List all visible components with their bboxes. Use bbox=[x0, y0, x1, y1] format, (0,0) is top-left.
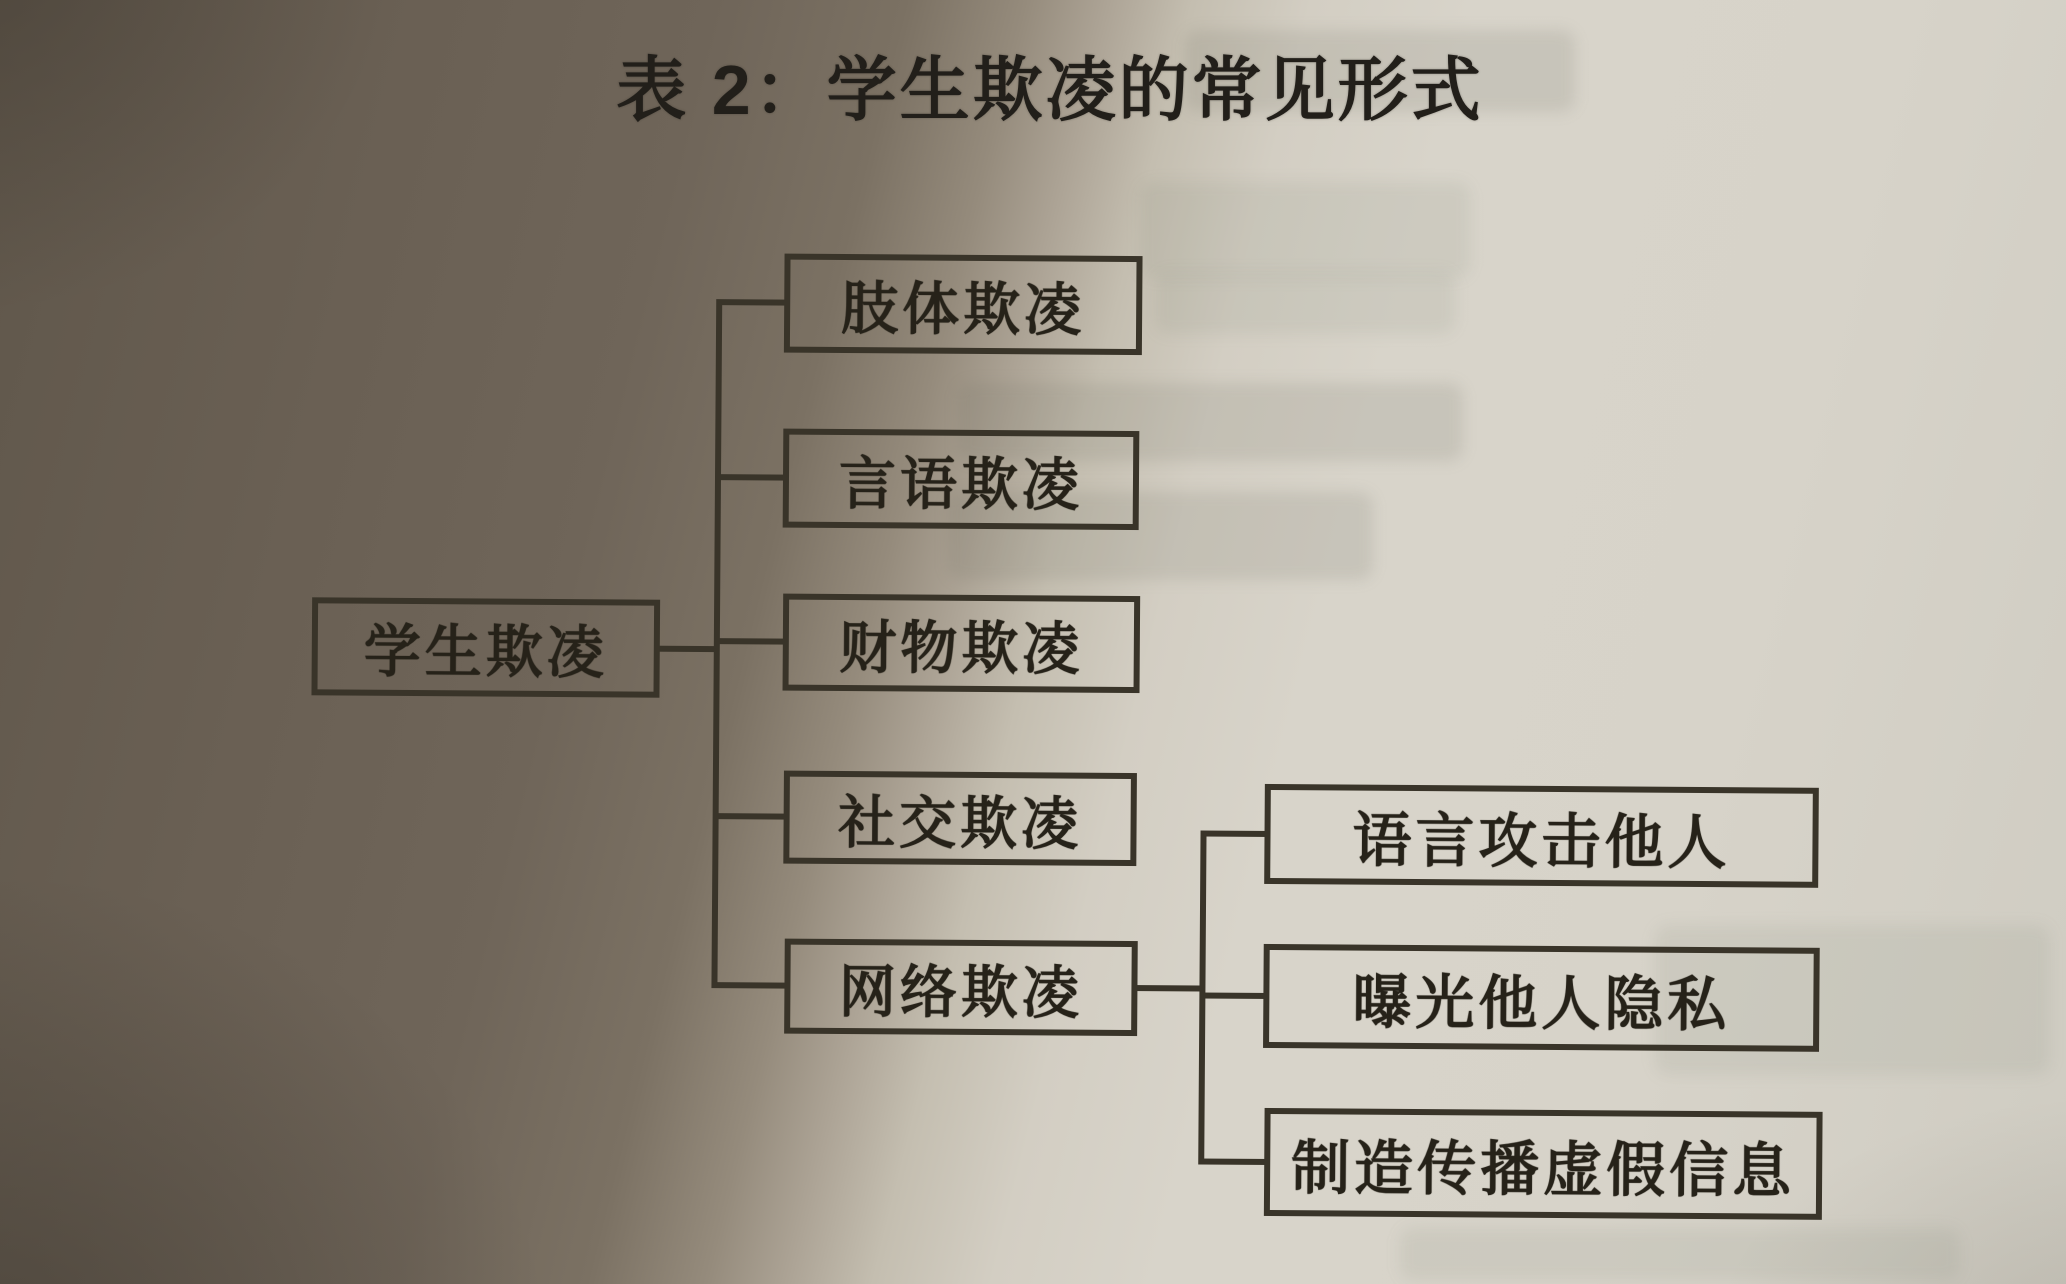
connector-social-bullying bbox=[713, 813, 784, 819]
root-node-student-bullying: 学生欺凌 bbox=[311, 597, 660, 697]
connector-verbal-attack bbox=[1201, 830, 1265, 836]
connector-physical-bullying bbox=[716, 299, 784, 305]
node-cyber-bullying: 网络欺凌 bbox=[784, 939, 1138, 1036]
connector-cyber-to-trunk bbox=[1135, 985, 1205, 991]
leaf-creating-spreading-fake-information: 制造传播虚假信息 bbox=[1264, 1108, 1823, 1220]
connector-cyber-bullying bbox=[711, 982, 784, 989]
node-property-bullying: 财物欺凌 bbox=[783, 594, 1141, 693]
table-title: 表 2：学生欺凌的常见形式 bbox=[616, 51, 1484, 129]
leaf-verbal-attack-on-others: 语言攻击他人 bbox=[1264, 784, 1819, 888]
node-verbal-bullying: 言语欺凌 bbox=[783, 429, 1140, 530]
node-physical-bullying: 肢体欺凌 bbox=[784, 254, 1143, 355]
connector-privacy-exposure bbox=[1199, 992, 1263, 998]
connector-verbal-bullying bbox=[715, 474, 783, 480]
connector-property-bullying bbox=[714, 638, 783, 644]
connector-root-to-trunk bbox=[658, 646, 718, 652]
node-social-bullying: 社交欺凌 bbox=[783, 771, 1137, 866]
leaf-exposing-others-privacy: 曝光他人隐私 bbox=[1263, 944, 1820, 1052]
connector-fake-information bbox=[1198, 1158, 1264, 1164]
